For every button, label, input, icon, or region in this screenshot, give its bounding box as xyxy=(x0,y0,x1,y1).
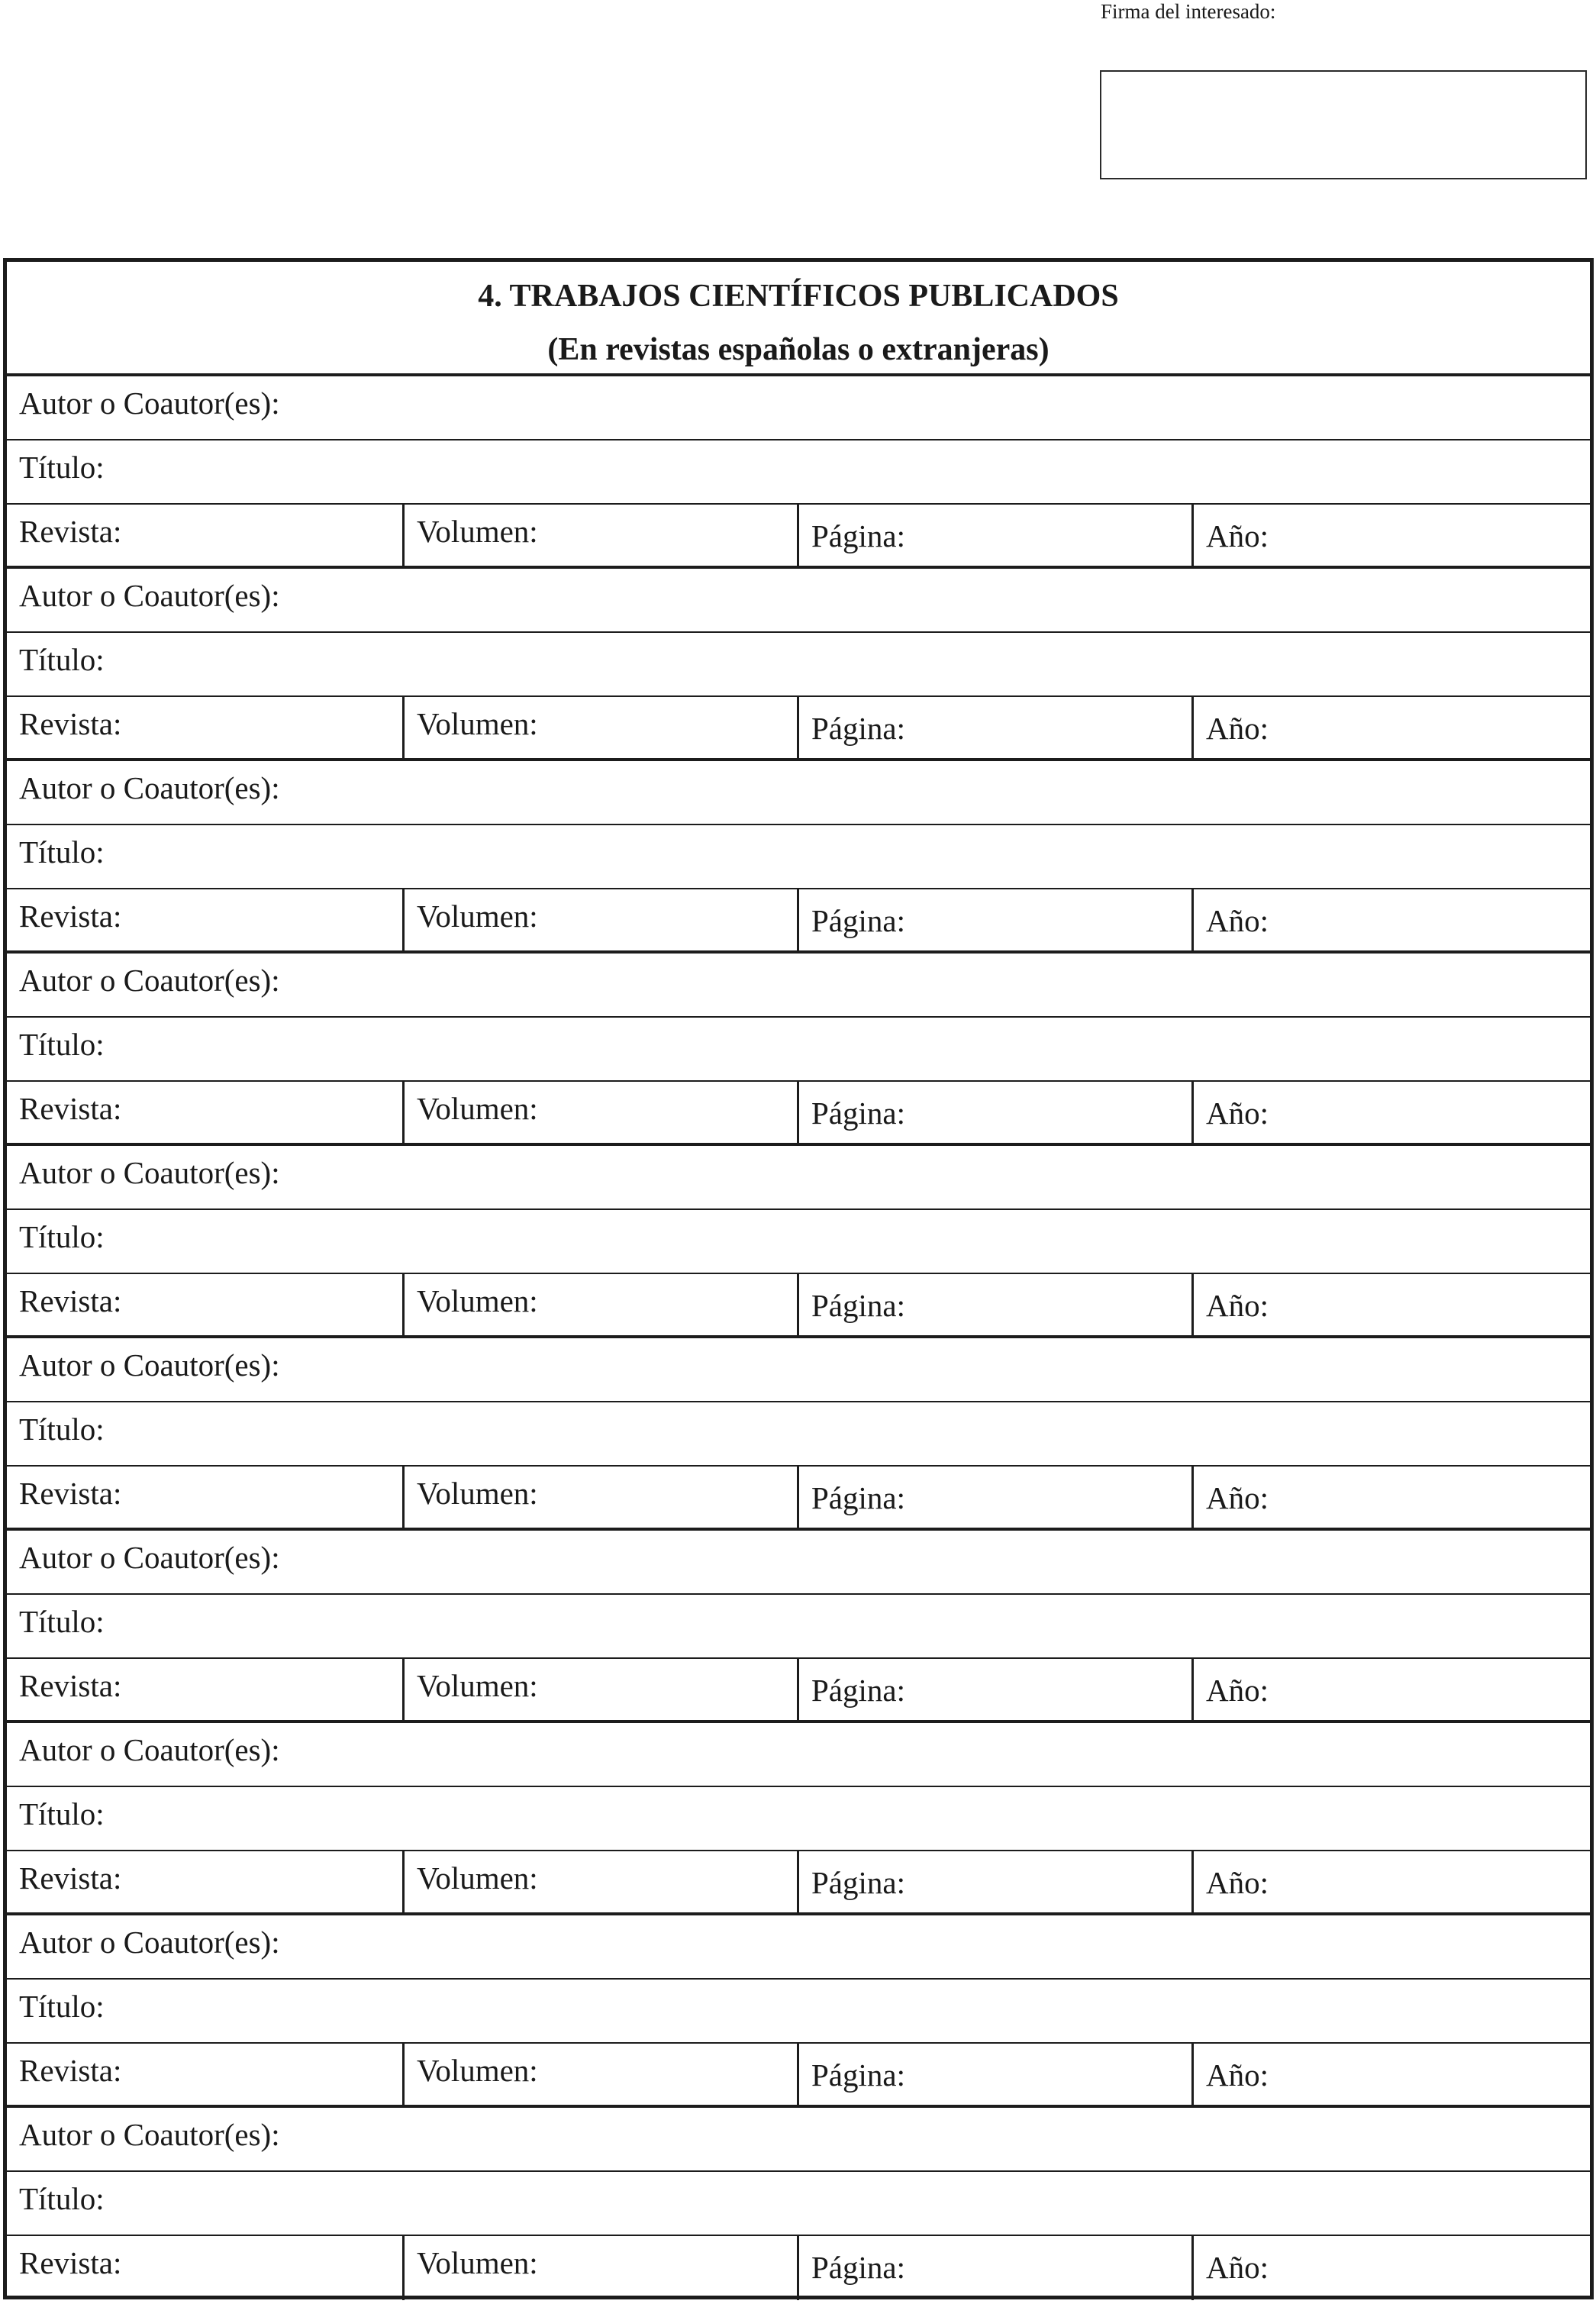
year-field[interactable] xyxy=(1194,2236,1590,2300)
author-field[interactable] xyxy=(7,1338,1590,1402)
volume-label: Volumen: xyxy=(417,2245,538,2280)
year-label: Año: xyxy=(1206,903,1269,938)
author-field[interactable] xyxy=(7,761,1590,825)
title-label: Título: xyxy=(19,1989,105,2024)
title-label: Título: xyxy=(19,2181,105,2216)
publication-entry xyxy=(7,1531,1590,1723)
year-field[interactable] xyxy=(1194,1082,1590,1146)
journal-field[interactable] xyxy=(7,1467,405,1531)
volume-label: Volumen: xyxy=(417,1091,538,1126)
title-label: Título: xyxy=(19,1604,105,1639)
journal-label: Revista: xyxy=(19,706,122,741)
journal-field[interactable] xyxy=(7,889,405,954)
year-label: Año: xyxy=(1206,2250,1269,2285)
publications-table xyxy=(3,258,1594,2299)
journal-label: Revista: xyxy=(19,1283,122,1318)
page-field[interactable] xyxy=(799,1274,1194,1338)
section-title: 4. TRABAJOS CIENTÍFICOS PUBLICADOS xyxy=(478,279,1119,314)
details-row xyxy=(7,1851,1590,1915)
publication-entry xyxy=(7,1338,1590,1531)
title-label: Título: xyxy=(19,642,105,677)
volume-field[interactable] xyxy=(405,505,799,569)
publication-entry xyxy=(7,1146,1590,1338)
volume-label: Volumen: xyxy=(417,1860,538,1896)
author-field[interactable] xyxy=(7,569,1590,633)
title-label: Título: xyxy=(19,1219,105,1254)
author-label: Autor o Coautor(es): xyxy=(19,386,280,421)
signature-box[interactable] xyxy=(1100,70,1587,179)
year-field[interactable] xyxy=(1194,505,1590,569)
journal-label: Revista: xyxy=(19,514,122,549)
journal-field[interactable] xyxy=(7,1082,405,1146)
signature-label: Firma del interesado: xyxy=(1101,0,1276,23)
details-row xyxy=(7,2236,1590,2300)
year-field[interactable] xyxy=(1194,889,1590,954)
title-label: Título: xyxy=(19,1027,105,1062)
publication-entry xyxy=(7,376,1590,569)
page-label: Página: xyxy=(811,1096,905,1131)
volume-field[interactable] xyxy=(405,2044,799,2108)
publication-entry xyxy=(7,569,1590,761)
page-label: Página: xyxy=(811,2057,905,2093)
volume-field[interactable] xyxy=(405,1274,799,1338)
journal-field[interactable] xyxy=(7,1851,405,1915)
title-field[interactable] xyxy=(7,1210,1590,1274)
page-field[interactable] xyxy=(799,505,1194,569)
page-field[interactable] xyxy=(799,889,1194,954)
author-label: Autor o Coautor(es): xyxy=(19,1925,280,1960)
author-label: Autor o Coautor(es): xyxy=(19,1732,280,1767)
author-label: Autor o Coautor(es): xyxy=(19,1540,280,1575)
page-label: Página: xyxy=(811,1673,905,1708)
volume-field[interactable] xyxy=(405,889,799,954)
publication-entry xyxy=(7,1915,1590,2108)
page-label: Página: xyxy=(811,903,905,938)
entries-list xyxy=(7,376,1590,2299)
publication-entry xyxy=(7,1723,1590,1915)
author-field[interactable] xyxy=(7,1915,1590,1980)
page-field[interactable] xyxy=(799,1467,1194,1531)
publication-entry xyxy=(7,2108,1590,2299)
page-label: Página: xyxy=(811,1288,905,1323)
year-field[interactable] xyxy=(1194,2044,1590,2108)
title-field[interactable] xyxy=(7,1402,1590,1467)
title-field[interactable] xyxy=(7,825,1590,889)
journal-field[interactable] xyxy=(7,697,405,761)
author-label: Autor o Coautor(es): xyxy=(19,578,280,613)
volume-field[interactable] xyxy=(405,1659,799,1723)
journal-label: Revista: xyxy=(19,2245,122,2280)
title-label: Título: xyxy=(19,834,105,870)
details-row xyxy=(7,2044,1590,2108)
title-label: Título: xyxy=(19,1796,105,1831)
year-field[interactable] xyxy=(1194,1274,1590,1338)
title-label: Título: xyxy=(19,1412,105,1447)
page-label: Página: xyxy=(811,518,905,553)
details-row xyxy=(7,1467,1590,1531)
year-field[interactable] xyxy=(1194,1659,1590,1723)
volume-field[interactable] xyxy=(405,697,799,761)
year-field[interactable] xyxy=(1194,697,1590,761)
year-label: Año: xyxy=(1206,1673,1269,1708)
author-field[interactable] xyxy=(7,376,1590,440)
journal-label: Revista: xyxy=(19,1476,122,1511)
volume-field[interactable] xyxy=(405,1467,799,1531)
journal-label: Revista: xyxy=(19,899,122,934)
publication-entry xyxy=(7,954,1590,1146)
journal-label: Revista: xyxy=(19,1860,122,1896)
author-label: Autor o Coautor(es): xyxy=(19,963,280,998)
journal-label: Revista: xyxy=(19,1091,122,1126)
page-label: Página: xyxy=(811,2250,905,2285)
title-field[interactable] xyxy=(7,1787,1590,1851)
journal-field[interactable] xyxy=(7,1274,405,1338)
volume-label: Volumen: xyxy=(417,514,538,549)
year-label: Año: xyxy=(1206,2057,1269,2093)
journal-field[interactable] xyxy=(7,505,405,569)
year-label: Año: xyxy=(1206,518,1269,553)
journal-field[interactable] xyxy=(7,2236,405,2300)
details-row xyxy=(7,1274,1590,1338)
volume-label: Volumen: xyxy=(417,706,538,741)
page-field[interactable] xyxy=(799,2044,1194,2108)
title-field[interactable] xyxy=(7,2172,1590,2236)
volume-label: Volumen: xyxy=(417,1668,538,1703)
details-row xyxy=(7,889,1590,954)
year-field[interactable] xyxy=(1194,1467,1590,1531)
details-row xyxy=(7,1659,1590,1723)
year-label: Año: xyxy=(1206,1865,1269,1900)
journal-field[interactable] xyxy=(7,1659,405,1723)
volume-field[interactable] xyxy=(405,2236,799,2300)
page-label: Página: xyxy=(811,711,905,746)
volume-label: Volumen: xyxy=(417,1476,538,1511)
title-field[interactable] xyxy=(7,1980,1590,2044)
page-field[interactable] xyxy=(799,1659,1194,1723)
volume-label: Volumen: xyxy=(417,1283,538,1318)
title-field[interactable] xyxy=(7,633,1590,697)
journal-label: Revista: xyxy=(19,2053,122,2088)
journal-field[interactable] xyxy=(7,2044,405,2108)
author-label: Autor o Coautor(es): xyxy=(19,2117,280,2152)
page-field[interactable] xyxy=(799,1851,1194,1915)
journal-label: Revista: xyxy=(19,1668,122,1703)
author-label: Autor o Coautor(es): xyxy=(19,770,280,805)
year-field[interactable] xyxy=(1194,1851,1590,1915)
year-label: Año: xyxy=(1206,1288,1269,1323)
author-label: Autor o Coautor(es): xyxy=(19,1347,280,1383)
page-field[interactable] xyxy=(799,1082,1194,1146)
section-header xyxy=(7,262,1590,376)
author-field[interactable] xyxy=(7,1723,1590,1787)
page-label: Página: xyxy=(811,1865,905,1900)
volume-label: Volumen: xyxy=(417,2053,538,2088)
details-row xyxy=(7,1082,1590,1146)
publication-entry xyxy=(7,761,1590,954)
title-field[interactable] xyxy=(7,1595,1590,1659)
year-label: Año: xyxy=(1206,711,1269,746)
author-field[interactable] xyxy=(7,954,1590,1018)
author-field[interactable] xyxy=(7,2108,1590,2172)
section-subtitle: (En revistas españolas o extranjeras) xyxy=(547,332,1049,367)
year-label: Año: xyxy=(1206,1480,1269,1515)
page-field[interactable] xyxy=(799,697,1194,761)
title-field[interactable] xyxy=(7,1018,1590,1082)
page-field[interactable] xyxy=(799,2236,1194,2300)
author-field[interactable] xyxy=(7,1146,1590,1210)
details-row xyxy=(7,505,1590,569)
volume-field[interactable] xyxy=(405,1082,799,1146)
title-field[interactable] xyxy=(7,440,1590,505)
title-label: Título: xyxy=(19,450,105,485)
volume-field[interactable] xyxy=(405,1851,799,1915)
page-label: Página: xyxy=(811,1480,905,1515)
author-label: Autor o Coautor(es): xyxy=(19,1155,280,1190)
author-field[interactable] xyxy=(7,1531,1590,1595)
volume-label: Volumen: xyxy=(417,899,538,934)
details-row xyxy=(7,697,1590,761)
year-label: Año: xyxy=(1206,1096,1269,1131)
